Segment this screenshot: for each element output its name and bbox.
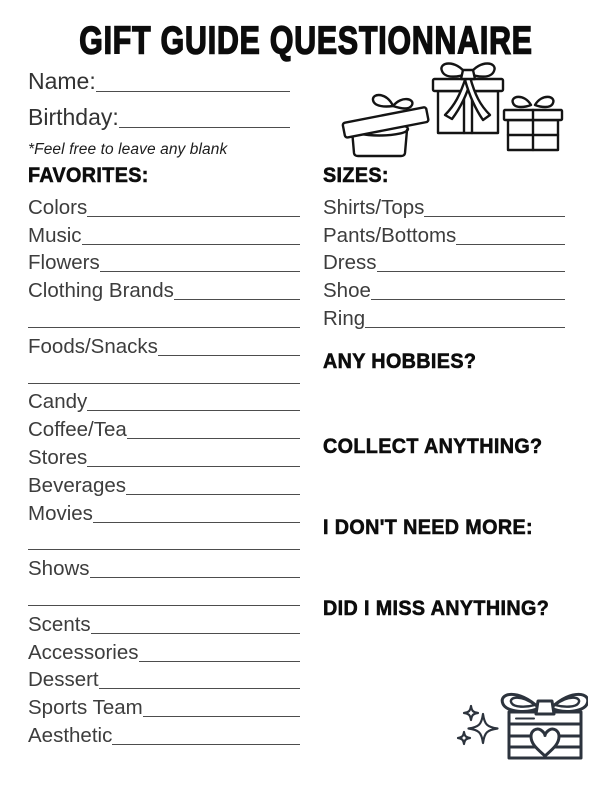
- favorites-item-label: Scents: [28, 612, 91, 636]
- write-in-line: [28, 549, 300, 550]
- write-in-line: [93, 522, 300, 523]
- gift-bow-ribbon-icon: [428, 57, 508, 137]
- write-in-line: [91, 633, 300, 634]
- favorites-item-label: Beverages: [28, 473, 127, 497]
- write-in-line: [28, 383, 300, 384]
- favorites-item-label: Foods/Snacks: [28, 334, 158, 358]
- dont-need-more-heading: I DON'T NEED MORE:: [323, 516, 533, 539]
- sizes-section: [323, 165, 565, 330]
- collect-anything-heading: COLLECT ANYTHING?: [323, 435, 543, 458]
- favorites-row: [28, 274, 300, 302]
- favorites-row: [28, 191, 300, 219]
- sizes-row: [323, 219, 565, 247]
- write-in-line: [28, 327, 300, 328]
- write-in-line: [82, 244, 300, 245]
- favorites-row: [28, 552, 300, 580]
- name-label: Name:: [28, 68, 96, 94]
- sizes-item-label: Shoe: [323, 279, 371, 303]
- page-title: GIFT GUIDE QUESTIONNAIRE: [79, 18, 533, 63]
- write-in-line: [100, 271, 300, 272]
- write-in-line: [377, 271, 565, 272]
- favorites-row: [28, 469, 300, 497]
- favorites-item-label: Aesthetic: [28, 723, 113, 747]
- favorites-item-label: Shows: [28, 557, 90, 581]
- favorites-row: [28, 719, 300, 747]
- write-in-line: [87, 216, 300, 217]
- sizes-heading: SIZES:: [323, 164, 389, 187]
- favorites-item-label: Music: [28, 223, 82, 247]
- write-in-line: [424, 216, 565, 217]
- sizes-item-label: Ring: [323, 306, 366, 330]
- sparkles-icon: [458, 706, 498, 744]
- favorites-row: [28, 247, 300, 275]
- favorites-row-blank: [28, 525, 300, 553]
- favorites-heading: FAVORITES:: [28, 164, 149, 187]
- birthday-field: [28, 100, 290, 130]
- write-in-line: [112, 744, 300, 745]
- striped-gift-heart-icon: [450, 676, 588, 776]
- write-in-line: [371, 299, 565, 300]
- any-hobbies-heading: ANY HOBBIES?: [323, 350, 477, 373]
- name-write-line: [96, 91, 290, 92]
- write-in-line: [28, 605, 300, 606]
- write-in-line: [158, 355, 300, 356]
- favorites-row-blank: [28, 302, 300, 330]
- favorites-row: [28, 691, 300, 719]
- favorites-item-label: Flowers: [28, 251, 100, 275]
- birthday-write-line: [119, 127, 290, 128]
- small-gift-box-icon: [502, 88, 564, 152]
- write-in-line: [139, 661, 300, 662]
- favorites-row-blank: [28, 358, 300, 386]
- favorites-row: [28, 664, 300, 692]
- favorites-row: [28, 219, 300, 247]
- write-in-line: [127, 438, 300, 439]
- open-gift-box-icon: [341, 83, 433, 159]
- sizes-row: [323, 247, 565, 275]
- favorites-row: [28, 497, 300, 525]
- favorites-item-label: Clothing Brands: [28, 279, 174, 303]
- write-in-line: [456, 244, 565, 245]
- name-field: [28, 64, 290, 94]
- write-in-line: [365, 327, 565, 328]
- write-in-line: [126, 494, 300, 495]
- write-in-line: [87, 466, 300, 467]
- sizes-row: [323, 302, 565, 330]
- favorites-item-label: Colors: [28, 195, 88, 219]
- favorites-item-label: Sports Team: [28, 696, 143, 720]
- favorites-row: [28, 608, 300, 636]
- favorites-item-label: Dessert: [28, 668, 99, 692]
- favorites-section: [28, 165, 300, 747]
- write-in-line: [174, 299, 300, 300]
- did-i-miss-anything-heading: DID I MISS ANYTHING?: [323, 597, 550, 620]
- favorites-row: [28, 441, 300, 469]
- sizes-row: [323, 274, 565, 302]
- write-in-line: [143, 716, 300, 717]
- write-in-line: [90, 577, 300, 578]
- favorites-row: [28, 386, 300, 414]
- favorites-row: [28, 330, 300, 358]
- sizes-row: [323, 191, 565, 219]
- birthday-label: Birthday:: [28, 104, 119, 130]
- favorites-item-label: Candy: [28, 390, 88, 414]
- sizes-item-label: Pants/Bottoms: [323, 223, 457, 247]
- favorites-item-label: Movies: [28, 501, 93, 525]
- sizes-item-label: Dress: [323, 251, 377, 275]
- favorites-row: [28, 413, 300, 441]
- favorites-item-label: Accessories: [28, 640, 139, 664]
- favorites-row: [28, 636, 300, 664]
- favorites-row-blank: [28, 580, 300, 608]
- sizes-item-label: Shirts/Tops: [323, 195, 425, 219]
- leave-blank-note: *Feel free to leave any blank: [28, 141, 228, 158]
- favorites-item-label: Stores: [28, 445, 88, 469]
- write-in-line: [87, 410, 300, 411]
- write-in-line: [99, 688, 300, 689]
- favorites-item-label: Coffee/Tea: [28, 418, 127, 442]
